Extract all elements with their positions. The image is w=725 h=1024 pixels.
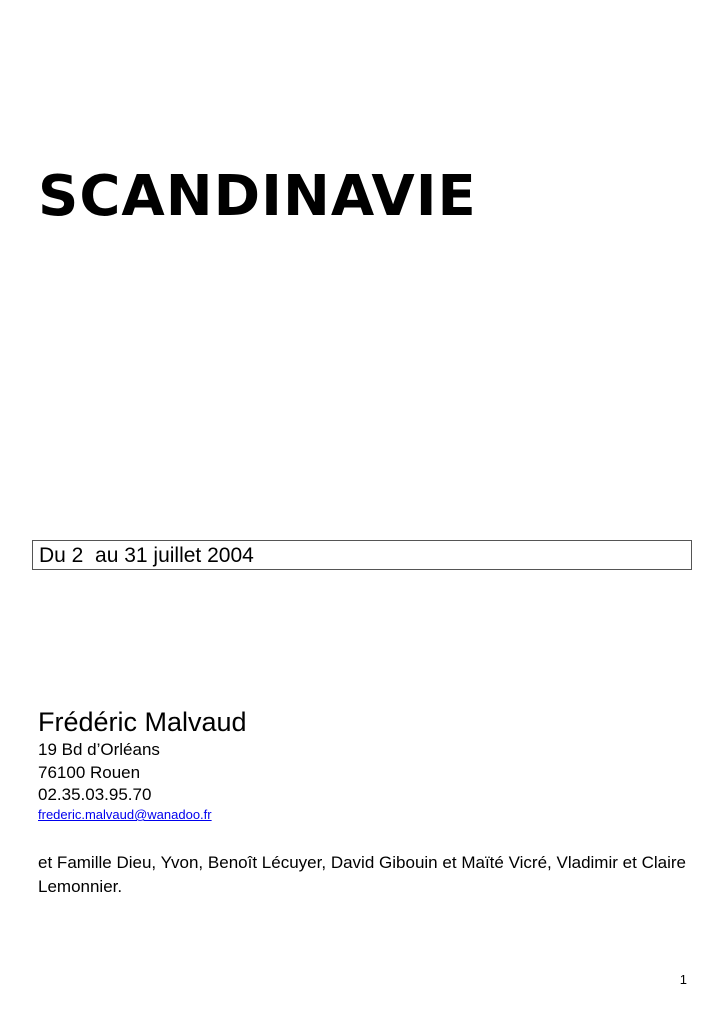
email-link[interactable]: frederic.malvaud@wanadoo.fr xyxy=(38,807,212,822)
author-name: Frédéric Malvaud xyxy=(38,707,247,737)
address-street: 19 Bd d’Orléans xyxy=(38,740,160,759)
page-number: 1 xyxy=(679,972,687,987)
document-title: SCANDINAVIE xyxy=(38,164,477,229)
phone-number: 02.35.03.95.70 xyxy=(38,785,152,804)
address-city: 76100 Rouen xyxy=(38,763,141,782)
date-range-text: Du 2 au 31 juillet 2004 xyxy=(39,544,254,567)
date-range-box xyxy=(32,540,692,570)
companions-paragraph: et Famille Dieu, Yvon, Benoît Lécuyer, David Gibouin et Maïté Vicré, Vladimir et Claire Lemonnier. xyxy=(38,853,686,896)
